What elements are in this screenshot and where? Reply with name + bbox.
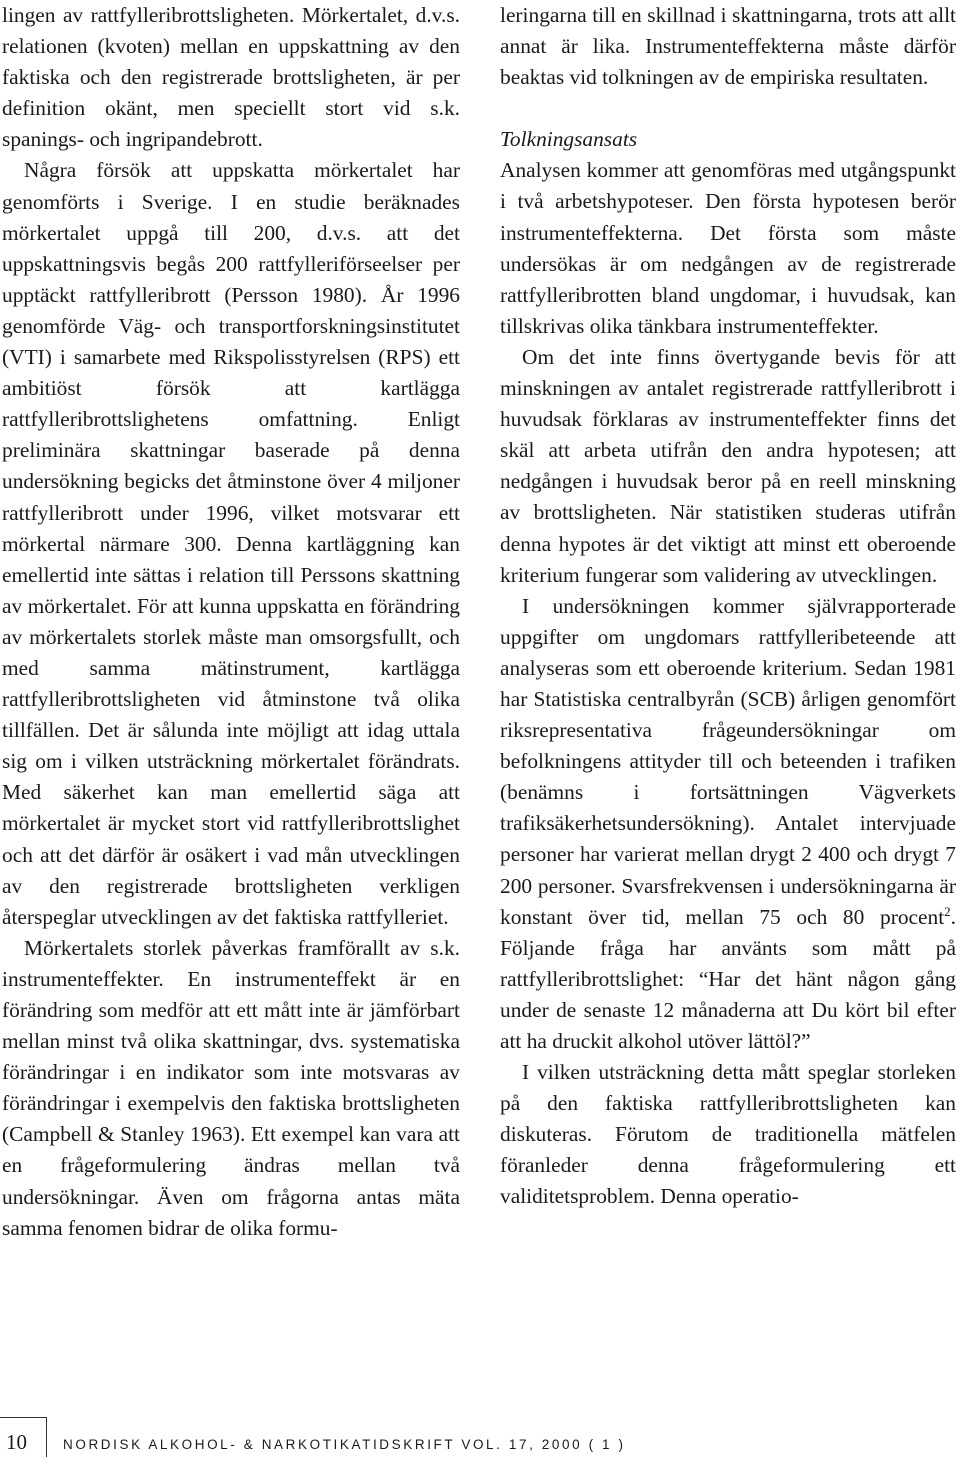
- right-paragraph-2: Analysen kommer att genomföras med utgångspunkt i två arbetshypoteser. Den första hypotesen berör instrumenteffekterna. Det första som måste undersökas är om nedgången av de registrerade rattfylleribrotten bland ungdomar, i huvudsak, kan tillskrivas olika tänkbara instrumenteffekter.: [500, 158, 956, 338]
- right-paragraph-3: Om det inte finns övertygande bevis för att minskningen av antalet registrerade rattfylleribrott i huvudsak förklaras av instrumenteffekter finns det skäl att arbeta utifrån den andra hypotesen; att nedgången i huvudsak beror på en reell minskning av brottsligheten. När statistiken studeras utifrån denna hypotes är det viktigt att minst ett oberoende kriterium fungerar som validering av utvecklingen.: [500, 344, 956, 587]
- paragraph-4-text-start: I undersökningen kommer självrapporterade uppgifter om ungdomars rattfylleribeteende att analyseras som ett oberoende kriterium. Sedan 1981 har Statistiska centralbyrån (SCB) årligen genomfört riksrepresentativa frågeundersökningar om befolkningens attityder till och beteenden i trafiken (benämns i fortsättningen Vägverkets trafiksäkerhetsundersökning). Antalet intervjuade personer har varierat mellan drygt 2 400 och drygt 7 200 personer. Svarsfrekvensen i undersökningarna är konstant över tid, mellan 75 och 80 procent: [500, 593, 956, 929]
- page-number: 10: [6, 1430, 27, 1454]
- right-paragraph-1: leringarna till en skillnad i skattningarna, trots att allt annat är lika. Instrumenteffekterna måste därför beaktas vid tolkningen av de empiriska resultaten.: [500, 3, 956, 90]
- right-column: [500, 0, 956, 1213]
- left-paragraph-3: Mörkertalets storlek påverkas framförallt av s.k. instrumenteffekter. En instrumenteffekt är en förändring som medför att ett mått inte är jämförbart mellan minst två olika skattningar, dvs. systematiska förändringar i en indikator som inte motsvaras av förändringar i exempelvis den faktiska brottsligheten (Campbell & Stanley 1963). Ett exempel kan vara att en frågeformulering ändras mellan två undersökningar. Även om frågorna antas mäta samma fenomen bidrar de olika formu-: [2, 935, 460, 1240]
- footer-horizontal-rule: [0, 1417, 46, 1418]
- right-paragraph-4: [500, 591, 956, 1057]
- right-paragraph-5: I vilken utsträckning detta mått speglar storleken på den faktiska rattfylleribrottsligheten kan diskuteras. Förutom de traditionella mätfelen föranleder denna frågeformulering ett validitetsproblem. Denna operatio-: [500, 1060, 956, 1209]
- left-paragraph-1: lingen av rattfylleribrottsligheten. Mörkertalet, d.v.s. relationen (kvoten) mellan en uppskattning av den faktiska och den registrerade brottsligheten, är per definition okänt, men speciellt stort vid s.k. spanings- och ingripandebrott.: [2, 3, 460, 152]
- section-heading: Tolkningsansats: [500, 127, 638, 152]
- paragraph-4-text-end: . Följande fråga har använts som mått på rattfylleribrottslighet: “Har det hänt någon gång under de senaste 12 månaderna att Du kört bil efter att ha druckit alkohol utöver lättöl?”: [500, 904, 956, 1053]
- journal-running-footer: NORDISK ALKOHOL- & NARKOTIKATIDSKRIFT VOL. 17, 2000 ( 1 ): [63, 1437, 626, 1452]
- left-column: [2, 0, 460, 1244]
- left-paragraph-2: Några försök att uppskatta mörkertalet har genomförts i Sverige. I en studie beräknades mörkertalet uppgå till 200, d.v.s. att det uppskattningsvis begås 200 rattfylleriförseelser per upptäckt rattfylleribrott (Persson 1980). År 1996 genomförde Väg- och transportforskningsinstitutet (VTI) i samarbete med Rikspolisstyrelsen (RPS) ett ambitiöst försök att kartlägga rattfylleribrottslighetens omfattning. Enligt preliminära skattningar baserade på denna undersökning begicks det åtminstone över 4 miljoner rattfylleribrott under 1996, vilket motsvarar ett mörkertal närmare 300. Denna kartläggning kan emellertid inte sättas i relation till Perssons skattning av mörkertalet. För att kunna uppskatta en förändring av mörkertalets storlek måste man omsorgsfullt, och med samma mätinstrument, kartlägga rattfylleribrottsligheten vid åtminstone två olika tillfällen. Det är sålunda inte möjligt att idag uttala sig om i vilken utsträckning mörkertalet förändrats. Med säkerhet kan man emellertid säga att mörkertalet är mycket stort vid rattfylleribrottslighet och att det därför är osäkert i vad mån utvecklingen av den registrerade brottsligheten verkligen återspeglar utvecklingen av det faktiska rattfylleriet.: [2, 158, 460, 929]
- footer-vertical-rule: [46, 1417, 47, 1457]
- footnote-reference[interactable]: 2: [944, 903, 951, 919]
